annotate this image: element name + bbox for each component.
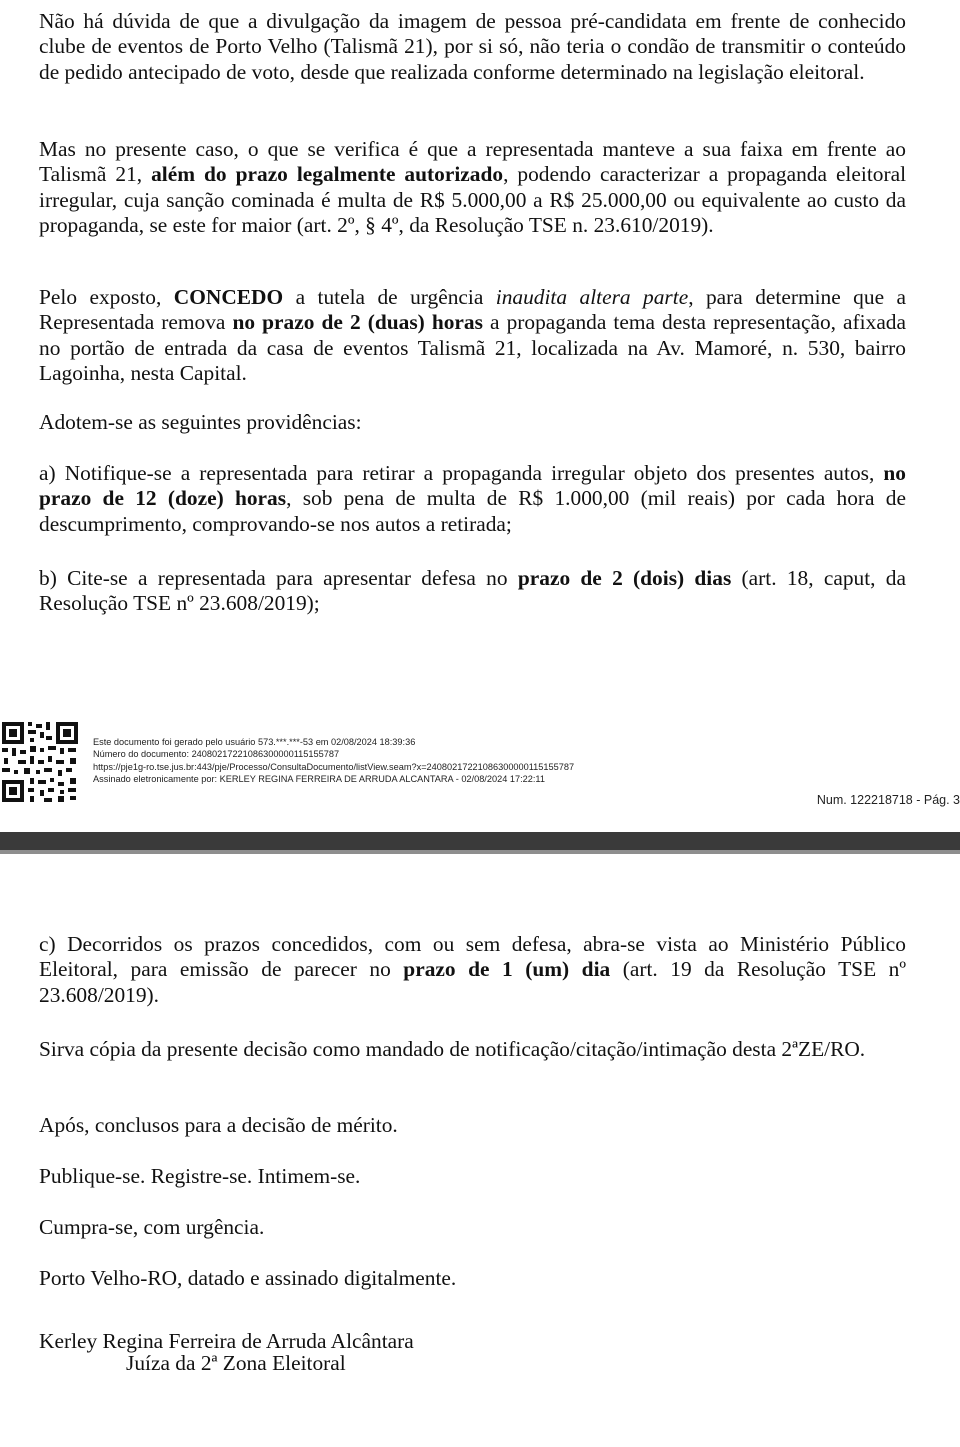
- page-number: Num. 122218718 - Pág. 3: [816, 793, 960, 807]
- paragraph-irregular-banner: Mas no presente caso, o que se verifica é que a representada manteve a sua faixa em frente ao Talismã 21, além do prazo legalmente autorizado, podendo caracterizar a propaganda eleitoral irregular, cuja sanção cominada é multa de R$ 5.000,00 a R$ 25.000,00 ou equivalente ao custo da propaganda, se este for maior (art. 2º, § 4º, da Resolução TSE n. 23.610/2019).: [39, 137, 907, 238]
- page-break: [0, 832, 960, 850]
- paragraph-image-disclosure: Não há dúvida de que a divulgação da imagem de pessoa pré-candidata em frente de conhecido clube de eventos de Porto Velho (Talismã 21), por si só, não teria o condão de transmitir o conteúdo de pedido antecipado de voto, desde que realizada conforme determinado na legislação eleitoral.: [39, 9, 906, 84]
- paragraph-measures-intro: Adotem-se as seguintes providências:: [39, 410, 362, 434]
- footer-generated-by: Este documento foi gerado pelo usuário 573.***.***-53 em 02/08/2024 18:39:36: [93, 737, 416, 747]
- paragraph-grant-injunction: Pelo exposto, CONCEDO a tutela de urgência inaudita altera parte, para determine que a Representada remova no prazo de 2 (duas) horas a propaganda tema desta representação, afixada no portão de entrada da casa de eventos Talismã 21, localizada na Av. Mamoré, n. 530, bairro Lagoinha, nesta Capital.: [39, 285, 906, 386]
- paragraph-item-a: a) Notifique-se a representada para retirar a propaganda irregular objeto dos presentes autos, no prazo de 12 (doze) horas, sob pena de multa de R$ 1.000,00 (mil reais) por cada hora de descumprimento, comprovando-se nos autos a retirada;: [39, 461, 906, 536]
- footer-document-number: Número do documento: 24080217221086300000115155787: [93, 749, 340, 760]
- paragraph-publish: Publique-se. Registre-se. Intimem-se.: [39, 1164, 361, 1188]
- paragraph-conclusos: Após, conclusos para a decisão de mérito.: [39, 1113, 398, 1137]
- paragraph-place-date: Porto Velho-RO, datado e assinado digitalmente.: [39, 1266, 457, 1290]
- paragraph-item-c: c) Decorridos os prazos concedidos, com ou sem defesa, abra-se vista ao Ministério Público Eleitoral, para emissão de parecer no prazo de 1 (um) dia (art. 19 da Resolução TSE nº 23.608/2019).: [39, 932, 906, 1007]
- signer-name: Kerley Regina Ferreira de Arruda Alcântara: [39, 1329, 414, 1353]
- document-page-4: [0, 854, 960, 1447]
- footer-signed-by: Assinado eletronicamente por: KERLEY REGINA FERREIRA DE ARRUDA ALCANTARA - 02/08/2024 17:22:11: [93, 773, 545, 784]
- footer-metadata: [93, 736, 574, 785]
- paragraph-copy-as-writ: Sirva cópia da presente decisão como mandado de notificação/citação/intimação desta 2ªZE/RO.: [39, 1037, 866, 1061]
- paragraph-urgency: Cumpra-se, com urgência.: [39, 1215, 265, 1239]
- footer-document-link[interactable]: https://pje1g-ro.tse.jus.br:443/pje/Processo/ConsultaDocumento/listView.seam?x=24080217221086300000115155787: [93, 761, 575, 772]
- paragraph-item-b: b) Cite-se a representada para apresentar defesa no prazo de 2 (dois) dias (art. 18, caput, da Resolução TSE nº 23.608/2019);: [39, 566, 906, 616]
- signer-role: Juíza da 2ª Zona Eleitoral: [126, 1351, 346, 1375]
- document-footer: [0, 716, 960, 808]
- qr-code-icon: [0, 720, 80, 804]
